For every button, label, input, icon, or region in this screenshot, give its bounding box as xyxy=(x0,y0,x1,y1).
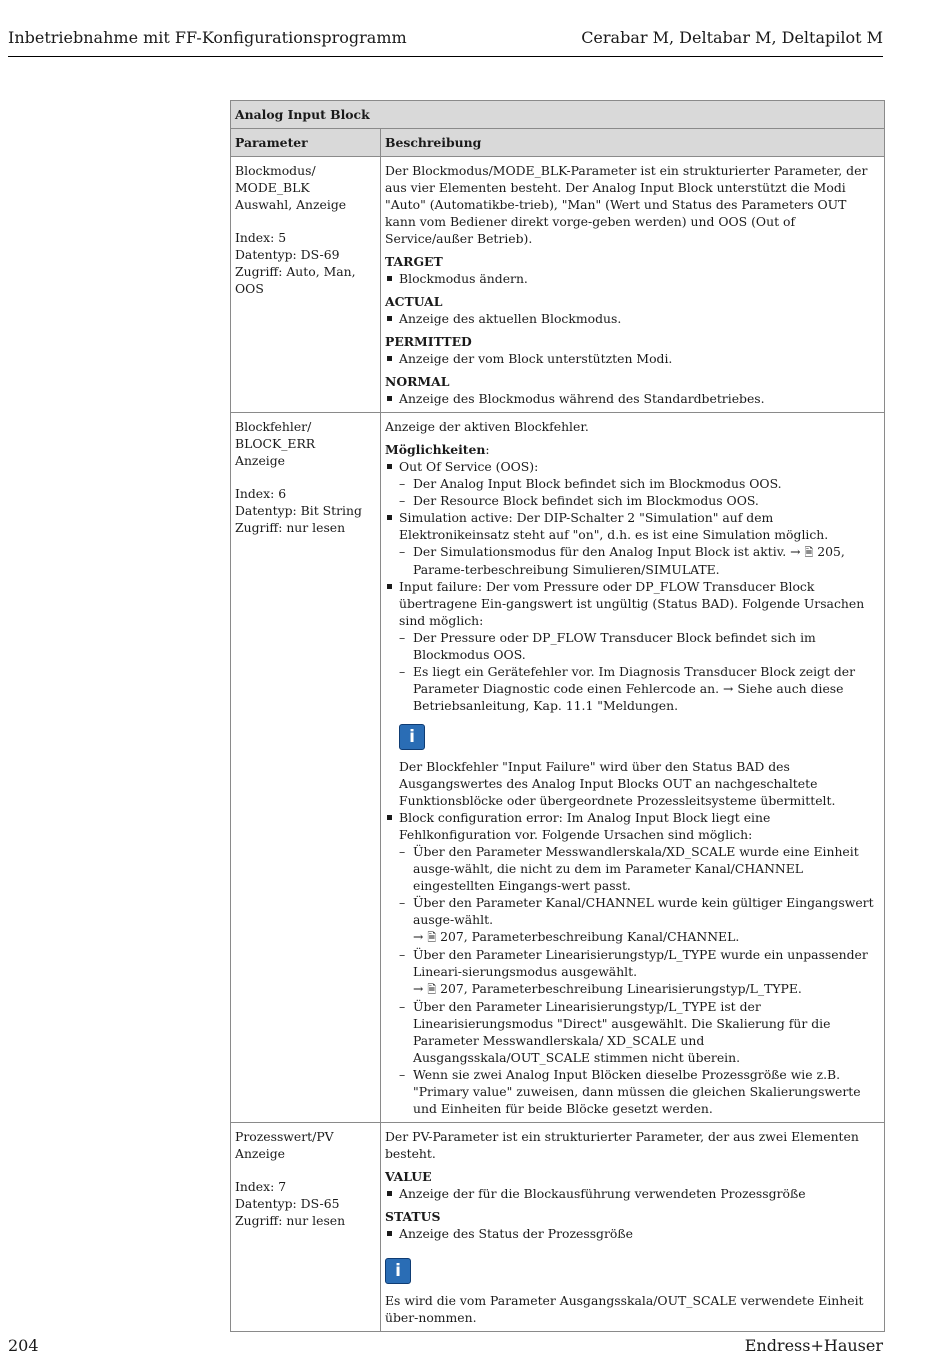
arrow-icon: → xyxy=(413,981,428,996)
description-intro: Der PV-Parameter ist ein strukturierter Parameter, der aus zwei Elementen besteht. xyxy=(385,1129,859,1161)
page-reference-icon: 🗎 xyxy=(804,546,814,559)
parameter-name: Blockfehler/ xyxy=(235,419,312,434)
sub-list-item-text: Der Simulationsmodus für den Analog Input Block ist aktiv. → xyxy=(413,544,805,559)
list-item: Anzeige der für die Blockausführung verwendeten Prozessgröße xyxy=(385,1185,880,1202)
table-row xyxy=(231,1123,885,1332)
page-reference-link[interactable]: 205, Parame-terbeschreibung Simulieren/SIMULATE. xyxy=(413,544,845,577)
parameter-datatype: Datentyp: DS-69 xyxy=(235,247,340,262)
sub-list-item: – Es liegt ein Gerätefehler vor. Im Diagnosis Transducer Block zeigt der Parameter Diagnostic code einen Fehlercode an. → Siehe auch diese Betriebsanleitung, Kap. 11.1 "Meldungen. xyxy=(399,663,880,714)
sub-list-item xyxy=(399,946,880,998)
parameter-index: Index: 6 xyxy=(235,486,287,501)
list-item-text: Out Of Service (OOS): xyxy=(399,459,539,474)
header-section-title: Inbetriebnahme mit FF-Konfigurationsprogramm xyxy=(8,28,407,47)
parameter-access: Zugriff: Auto, Man, OOS xyxy=(235,264,356,296)
description-intro: Der Blockmodus/MODE_BLK-Parameter ist ein strukturierter Parameter, der aus vier Elementen besteht. Der Analog Input Block unterstützt die Modi "Auto" (Automatikbe-trieb), "Man" (Wert und Status des Parameters OUT kann vom Bediener direkt vorge-geben werden) und OOS (Out of Service/außer Betrieb). xyxy=(385,163,868,246)
parameter-kind: Anzeige xyxy=(235,453,286,468)
page-reference-link[interactable]: 207, Parameterbeschreibung Linearisierungstyp/L_TYPE. xyxy=(440,981,802,996)
parameter-code: BLOCK_ERR xyxy=(235,436,316,451)
list-item-text: Simulation active: Der DIP-Schalter 2 "Simulation" auf dem Elektronikeinsatz steht auf "on", d.h. es ist eine Simulation möglich. xyxy=(399,510,829,542)
element-heading: ACTUAL xyxy=(385,294,443,309)
options-heading xyxy=(385,441,880,458)
parameter-access: Zugriff: nur lesen xyxy=(235,520,346,535)
sub-list-item: – Der Pressure oder DP_FLOW Transducer Block befindet sich im Blockmodus OOS. xyxy=(399,629,880,663)
list-item: Anzeige des Blockmodus während des Standardbetriebes. xyxy=(385,390,880,407)
parameter-index: Index: 7 xyxy=(235,1179,287,1194)
page-reference-link[interactable]: 207, Parameterbeschreibung Kanal/CHANNEL. xyxy=(440,929,740,944)
element-heading: VALUE xyxy=(385,1169,432,1184)
page-footer xyxy=(8,1336,883,1356)
arrow-icon: → xyxy=(413,929,428,944)
description-cell xyxy=(381,1123,885,1332)
element-heading: TARGET xyxy=(385,254,443,269)
parameter-name: Blockmodus/ xyxy=(235,163,316,178)
description-cell xyxy=(381,157,885,413)
sub-list-item xyxy=(399,543,880,578)
list-item-text: Input failure: Der vom Pressure oder DP_FLOW Transducer Block übertragene Ein-gangswert ist ungültig (Status BAD). Folgende Ursachen sind möglich: xyxy=(399,579,865,628)
brand-name: Endress+Hauser xyxy=(744,1336,883,1355)
page-reference-icon: 🗎 xyxy=(427,983,437,996)
info-note: Es wird die vom Parameter Ausgangsskala/OUT_SCALE verwendete Einheit über-nommen. xyxy=(385,1293,864,1325)
list-item: Blockmodus ändern. xyxy=(385,270,880,287)
parameter-datatype: Datentyp: Bit String xyxy=(235,503,362,518)
list-item: Anzeige der vom Block unterstützten Modi. xyxy=(385,350,880,367)
list-item xyxy=(385,809,880,1117)
element-heading: PERMITTED xyxy=(385,334,472,349)
parameter-table xyxy=(230,100,885,1332)
parameter-name: Prozesswert/PV xyxy=(235,1129,334,1144)
parameter-index: Index: 5 xyxy=(235,230,287,245)
table-title: Analog Input Block xyxy=(231,101,885,129)
parameter-datatype: Datentyp: DS-65 xyxy=(235,1196,340,1211)
table-row xyxy=(231,413,885,1123)
page-number: 204 xyxy=(8,1336,39,1355)
element-heading: STATUS xyxy=(385,1209,441,1224)
column-header-parameter: Parameter xyxy=(231,129,381,157)
parameter-cell xyxy=(231,157,381,413)
parameter-code: MODE_BLK xyxy=(235,180,310,195)
list-item: Anzeige des Status der Prozessgröße xyxy=(385,1225,880,1242)
parameter-cell xyxy=(231,1123,381,1332)
sub-list-item: – Über den Parameter Linearisierungstyp/L_TYPE ist der Linearisierungsmodus "Direct" ausgewählt. Die Skalierung für die Parameter Messwandlerskala/ XD_SCALE und Ausgangsskala/OUT_SCALE stimmen nicht überein. xyxy=(399,998,880,1066)
sub-list-item: – Über den Parameter Messwandlerskala/XD_SCALE wurde eine Einheit ausge-wählt, die nicht zu dem im Parameter Kanal/CHANNEL eingestellten Eingangs-wert passt. xyxy=(399,843,880,894)
sub-list-item: – Der Resource Block befindet sich im Blockmodus OOS. xyxy=(399,492,880,509)
sub-list-item-text: Über den Parameter Kanal/CHANNEL wurde kein gültiger Eingangswert ausge-wählt. xyxy=(413,895,874,927)
parameter-kind: Anzeige xyxy=(235,1146,286,1161)
description-cell xyxy=(381,413,885,1123)
info-note: Der Blockfehler "Input Failure" wird über den Status BAD des Ausgangswertes des Analog Input Blocks OUT an nachgeschaltete Funktionsblöcke oder übergeordnete Prozessleitsysteme übermittelt. xyxy=(399,759,836,808)
parameter-kind: Auswahl, Anzeige xyxy=(235,197,347,212)
info-icon: i xyxy=(385,1258,411,1284)
list-item xyxy=(385,509,880,578)
options-heading-text: Möglichkeiten xyxy=(385,442,486,457)
sub-list-item-text: Über den Parameter Linearisierungstyp/L_TYPE wurde ein unpassender Lineari-sierungsmodus ausgewählt. xyxy=(413,947,868,979)
sub-list-item: – Wenn sie zwei Analog Input Blöcken dieselbe Prozessgröße wie z.B. "Primary value" zuweisen, dann müssen die gleichen Skalierungswerte und Einheiten für beide Blöcke gesetzt werden. xyxy=(399,1066,880,1117)
list-item: Anzeige des aktuellen Blockmodus. xyxy=(385,310,880,327)
options-heading-colon: : xyxy=(485,442,490,457)
column-header-description: Beschreibung xyxy=(381,129,885,157)
sub-list-item: – Der Analog Input Block befindet sich im Blockmodus OOS. xyxy=(399,475,880,492)
list-item xyxy=(385,458,880,509)
list-item xyxy=(385,578,880,809)
sub-list-item xyxy=(399,894,880,946)
element-heading: NORMAL xyxy=(385,374,450,389)
parameter-cell xyxy=(231,413,381,1123)
list-item-text: Block configuration error: Im Analog Input Block liegt eine Fehlkonfiguration vor. Folgende Ursachen sind möglich: xyxy=(399,810,771,842)
parameter-access: Zugriff: nur lesen xyxy=(235,1213,346,1228)
header-product-names: Cerabar M, Deltabar M, Deltapilot M xyxy=(581,28,883,47)
page-header xyxy=(8,28,883,57)
page-reference-icon: 🗎 xyxy=(427,931,437,944)
table-row xyxy=(231,157,885,413)
info-icon: i xyxy=(399,724,425,750)
description-intro: Anzeige der aktiven Blockfehler. xyxy=(385,419,589,434)
